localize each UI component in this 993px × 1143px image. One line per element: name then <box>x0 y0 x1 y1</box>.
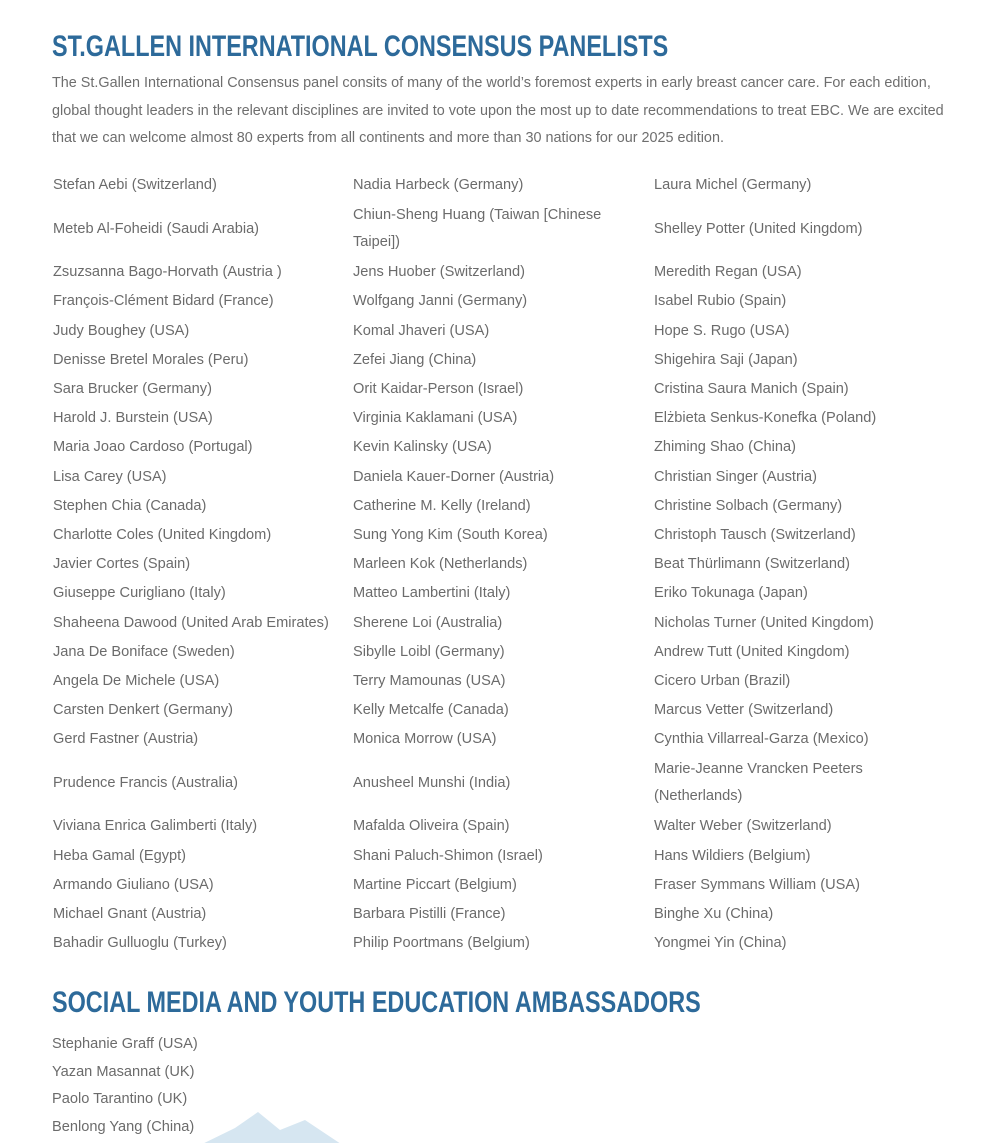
panelist-item: Sherene Loi (Australia) <box>353 614 503 631</box>
panelist-item: Orit Kaidar-Person (Israel) <box>353 381 524 398</box>
panelists-grid <box>53 171 963 958</box>
panelist-item: Eriko Tokunaga (Japan) <box>654 585 808 602</box>
ambassador-item: Benlong Yang (China) <box>52 1118 195 1135</box>
panelist-item: Stephen Chia (Canada) <box>53 497 207 514</box>
panelist-item: Elżbieta Senkus-Konefka (Poland) <box>654 410 877 427</box>
panelist-item: Sibylle Loibl (Germany) <box>353 643 505 660</box>
panelist-item: Zhiming Shao (China) <box>654 439 796 456</box>
panelist-item: Gerd Fastner (Austria) <box>53 731 199 748</box>
panelist-item: Shani Paluch-Shimon (Israel) <box>353 847 543 864</box>
panelist-item: Michael Gnant (Austria) <box>53 906 207 923</box>
panelists-title: ST.GALLEN INTERNATIONAL CONSENSUS PANELISTS <box>52 30 669 63</box>
panelist-item: Angela De Michele (USA) <box>53 672 220 689</box>
panelist-item: Hans Wildiers (Belgium) <box>654 847 811 864</box>
panelist-item: Denisse Bretel Morales (Peru) <box>53 351 249 368</box>
panelist-item: Andrew Tutt (United Kingdom) <box>654 643 850 660</box>
panelist-item: Zefei Jiang (China) <box>353 351 477 368</box>
panelist-item: Viviana Enrica Galimberti (Italy) <box>53 818 258 835</box>
panelist-item: Shigehira Saji (Japan) <box>654 351 798 368</box>
panelist-item: Stefan Aebi (Switzerland) <box>53 177 217 194</box>
panelist-item: Laura Michel (Germany) <box>654 177 812 194</box>
panelist-item: Philip Poortmans (Belgium) <box>353 935 530 952</box>
panelist-item: Lisa Carey (USA) <box>53 468 167 485</box>
panelist-item: Shaheena Dawood (United Arab Emirates) <box>53 614 329 631</box>
panelist-item: Daniela Kauer-Dorner (Austria) <box>353 468 555 485</box>
panelist-item: Mafalda Oliveira (Spain) <box>353 818 510 835</box>
panelist-item: Christoph Tausch (Switzerland) <box>654 526 856 543</box>
panelist-item: Prudence Francis (Australia) <box>53 774 238 791</box>
panelist-item: Armando Giuliano (USA) <box>53 876 214 893</box>
panelist-item: Meteb Al-Foheidi (Saudi Arabia) <box>53 220 260 237</box>
panelist-item: Carsten Denkert (Germany) <box>53 702 234 719</box>
panelist-item: Catherine M. Kelly (Ireland) <box>353 497 531 514</box>
panelist-item: Matteo Lambertini (Italy) <box>353 585 511 602</box>
ambassador-item: Stephanie Graff (USA) <box>52 1036 198 1052</box>
panelist-item: Nicholas Turner (United Kingdom) <box>654 614 874 631</box>
panelist-item: Harold J. Burstein (USA) <box>53 410 213 427</box>
panelist-item: Christian Singer (Austria) <box>654 468 818 485</box>
panelist-item: François-Clément Bidard (France) <box>53 293 274 310</box>
mountain-icon <box>190 1110 350 1143</box>
ambassador-item: Yazan Masannat (UK) <box>52 1063 195 1080</box>
panelist-item: Cicero Urban (Brazil) <box>654 672 791 689</box>
panelist-item: Meredith Regan (USA) <box>654 264 802 281</box>
ambassador-item: Paolo Tarantino (UK) <box>52 1091 188 1107</box>
panelist-item: Martine Piccart (Belgium) <box>353 876 517 893</box>
panelists-intro: The St.Gallen International Consensus panel consits of many of the world’s foremost experts in early breast cancer care. For each edition, global thought leaders in the relevant disciplines are invited to vote upon the most up to date recommendations to treat EBC. We are excited that we can welcome almost 80 experts from all continents and more than 30 nations for our 2025 edition. <box>52 75 944 146</box>
panelist-item: Christine Solbach (Germany) <box>654 497 843 514</box>
panelist-item: Jens Huober (Switzerland) <box>353 264 525 281</box>
panelist-item: Cynthia Villarreal-Garza (Mexico) <box>654 731 869 748</box>
panelist-item: Sara Brucker (Germany) <box>53 381 212 398</box>
panelist-item: Giuseppe Curigliano (Italy) <box>53 585 226 602</box>
panelist-item: Walter Weber (Switzerland) <box>654 818 832 835</box>
panelist-item: Bahadir Gulluoglu (Turkey) <box>53 935 227 952</box>
panelist-item: Terry Mamounas (USA) <box>353 672 506 689</box>
panelist-item: Chiun-Sheng Huang (Taiwan [Chinese Taipei]) <box>353 207 602 251</box>
panelist-item: Isabel Rubio (Spain) <box>654 293 787 310</box>
panelist-item: Barbara Pistilli (France) <box>353 906 506 923</box>
panelist-item: Jana De Boniface (Sweden) <box>53 643 235 660</box>
panelist-item: Fraser Symmans William (USA) <box>654 876 860 893</box>
ambassadors-title: SOCIAL MEDIA AND YOUTH EDUCATION AMBASSADORS <box>52 986 701 1019</box>
panelist-item: Hope S. Rugo (USA) <box>654 322 790 339</box>
panelist-item: Anusheel Munshi (India) <box>353 774 511 791</box>
panelist-item: Sung Yong Kim (South Korea) <box>353 526 548 543</box>
panelist-item: Marie-Jeanne Vrancken Peeters (Netherlands) <box>654 761 863 805</box>
panelist-item: Cristina Saura Manich (Spain) <box>654 381 849 398</box>
panelist-item: Heba Gamal (Egypt) <box>53 847 187 864</box>
panelist-item: Yongmei Yin (China) <box>654 935 787 952</box>
panelist-item: Marcus Vetter (Switzerland) <box>654 702 834 719</box>
panelist-item: Judy Boughey (USA) <box>53 322 190 339</box>
panelist-item: Komal Jhaveri (USA) <box>353 322 490 339</box>
panelist-item: Shelley Potter (United Kingdom) <box>654 220 863 237</box>
panelist-item: Beat Thürlimann (Switzerland) <box>654 556 851 573</box>
panelist-item: Wolfgang Janni (Germany) <box>353 293 528 310</box>
panelist-item: Monica Morrow (USA) <box>353 731 497 748</box>
panelist-item: Virginia Kaklamani (USA) <box>353 410 518 427</box>
panelist-item: Javier Cortes (Spain) <box>53 556 191 573</box>
panelist-item: Kelly Metcalfe (Canada) <box>353 702 509 719</box>
panelist-item: Nadia Harbeck (Germany) <box>353 177 524 194</box>
panelist-item: Marleen Kok (Netherlands) <box>353 556 528 573</box>
panelist-item: Kevin Kalinsky (USA) <box>353 439 492 456</box>
panelist-item: Binghe Xu (China) <box>654 906 774 923</box>
panelist-item: Maria Joao Cardoso (Portugal) <box>53 439 253 456</box>
panelist-item: Zsuzsanna Bago-Horvath (Austria ) <box>53 264 282 281</box>
panelist-item: Charlotte Coles (United Kingdom) <box>53 526 272 543</box>
ambassadors-list <box>52 1031 198 1141</box>
